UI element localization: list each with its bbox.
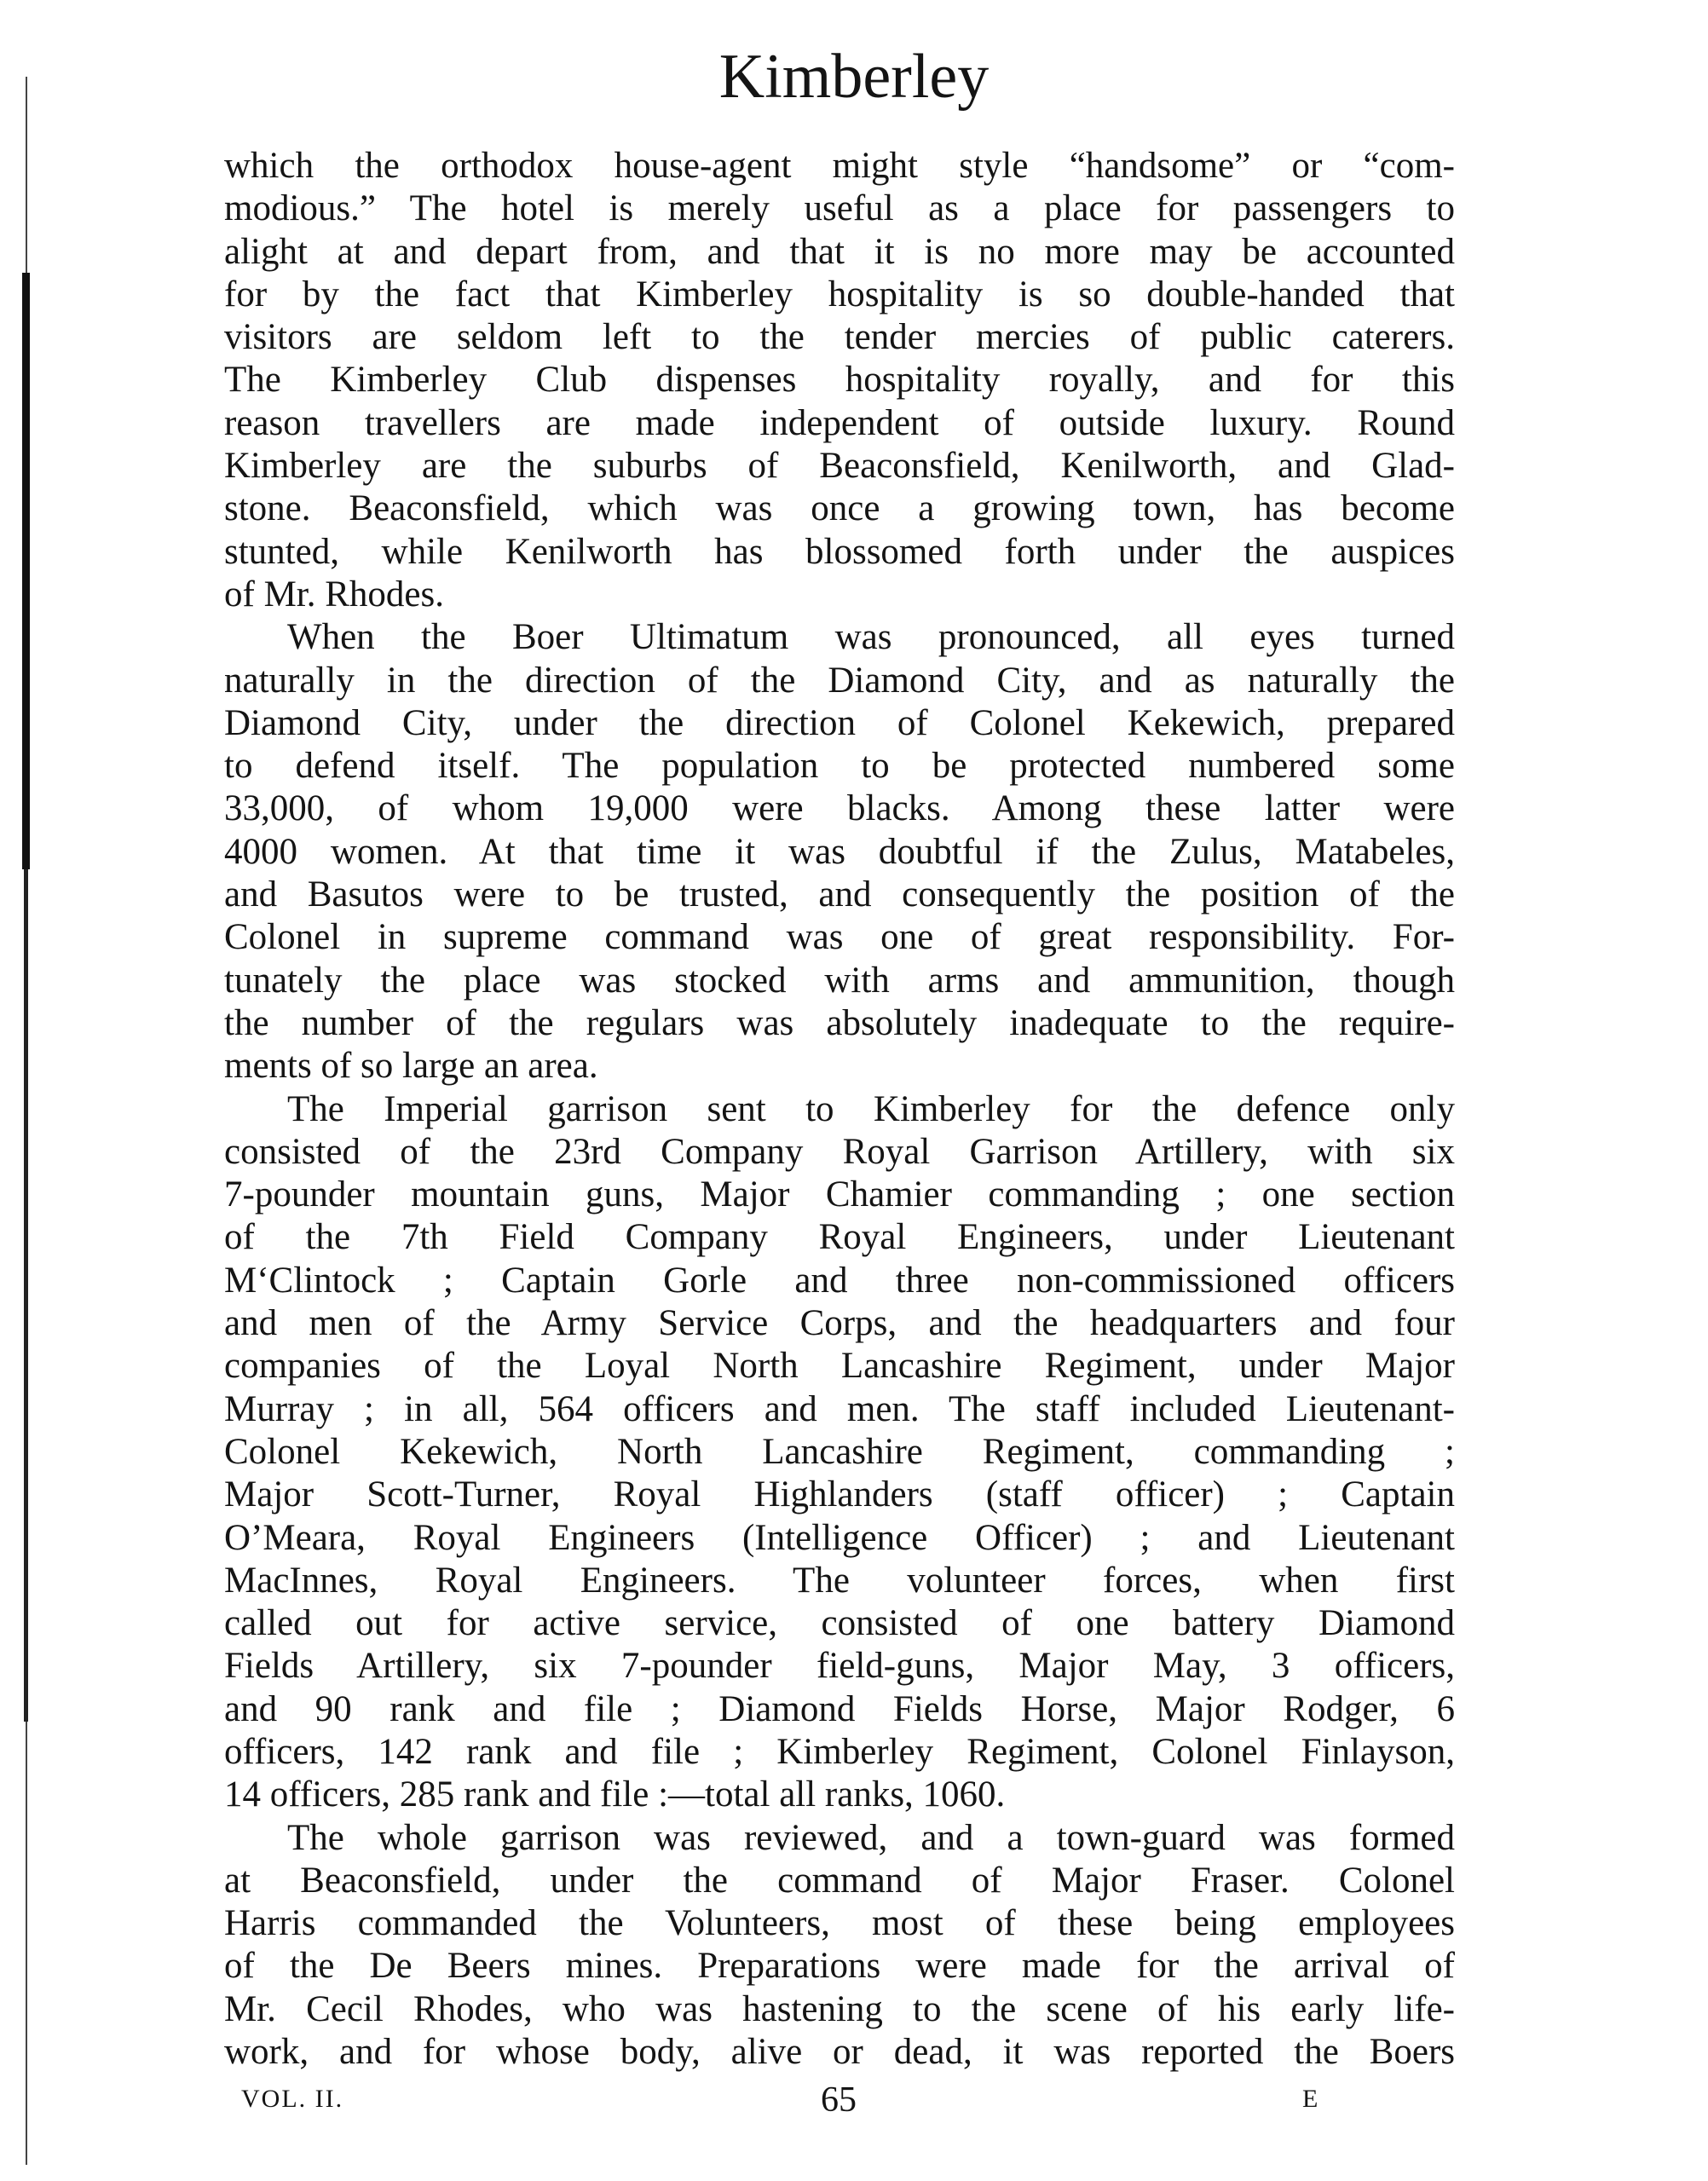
- text-line: Diamond City, under the direction of Colonel Kekewich, prepared: [224, 702, 1455, 743]
- text-line: The Imperial garrison sent to Kimberley for the defence only: [287, 1088, 1455, 1129]
- text-line: 14 officers, 285 rank and file :—total all ranks, 1060.: [224, 1774, 1006, 1815]
- text-line: and men of the Army Service Corps, and the headquarters and four: [224, 1303, 1455, 1344]
- text-line: M‘Clintock ; Captain Gorle and three non-commissioned officers: [224, 1260, 1455, 1301]
- page-number: 65: [821, 2080, 857, 2120]
- text-line: of Mr. Rhodes.: [224, 574, 444, 614]
- text-line: Colonel in supreme command was one of great responsibility. For-: [224, 917, 1455, 958]
- paragraph: [224, 145, 1455, 616]
- paragraph: [224, 1088, 1455, 1817]
- text-line: naturally in the direction of the Diamond City, and as naturally the: [224, 660, 1455, 701]
- text-line: The whole garrison was reviewed, and a town-guard was formed: [287, 1817, 1455, 1858]
- text-line: stunted, while Kenilworth has blossomed forth under the auspices: [224, 531, 1455, 572]
- text-line: MacInnes, Royal Engineers. The volunteer forces, when first: [224, 1560, 1455, 1601]
- text-line: and 90 rank and file ; Diamond Fields Horse, Major Rodger, 6: [224, 1688, 1455, 1729]
- text-line: which the orthodox house-agent might style “handsome” or “com-: [224, 146, 1455, 186]
- text-line: work, and for whose body, alive or dead, it was reported the Boers: [224, 2032, 1455, 2073]
- text-line: modious.” The hotel is merely useful as a place for passengers to: [224, 188, 1455, 229]
- text-line: stone. Beaconsfield, which was once a growing town, has become: [224, 488, 1455, 529]
- text-line: Colonel Kekewich, North Lancashire Regiment, commanding ;: [224, 1431, 1455, 1472]
- page-footer: [224, 2080, 1455, 2122]
- scan-edge-shadow: [24, 869, 28, 1722]
- text-line: reason travellers are made independent of outside luxury. Round: [224, 402, 1455, 443]
- text-line: for by the fact that Kimberley hospitality is so double-handed that: [224, 274, 1455, 314]
- text-line: 7-pounder mountain guns, Major Chamier commanding ; one section: [224, 1174, 1455, 1215]
- text-line: to defend itself. The population to be protected numbered some: [224, 746, 1455, 787]
- text-line: Kimberley are the suburbs of Beaconsfield, Kenilworth, and Glad-: [224, 446, 1455, 487]
- text-line: alight at and depart from, and that it is no more may be accounted: [224, 231, 1455, 272]
- text-line: Fields Artillery, six 7-pounder field-guns, Major May, 3 officers,: [224, 1646, 1455, 1687]
- text-line: O’Meara, Royal Engineers (Intelligence Officer) ; and Lieutenant: [224, 1517, 1455, 1558]
- text-line: consisted of the 23rd Company Royal Garrison Artillery, with six: [224, 1131, 1455, 1172]
- text-line: Major Scott-Turner, Royal Highlanders (staff officer) ; Captain: [224, 1474, 1455, 1515]
- text-line: ments of so large an area.: [224, 1046, 598, 1087]
- paragraph: [224, 616, 1455, 1088]
- text-line: called out for active service, consisted of one battery Diamond: [224, 1603, 1455, 1644]
- text-line: of the 7th Field Company Royal Engineers, under Lieutenant: [224, 1217, 1455, 1258]
- text-line: at Beaconsfield, under the command of Major Fraser. Colonel: [224, 1860, 1455, 1901]
- text-line: officers, 142 rank and file ; Kimberley Regiment, Colonel Finlayson,: [224, 1731, 1455, 1772]
- text-line: Murray ; in all, 564 officers and men. The staff included Lieutenant-: [224, 1388, 1455, 1429]
- text-line: tunately the place was stocked with arms and ammunition, though: [224, 960, 1455, 1001]
- text-line: The Kimberley Club dispenses hospitality royally, and for this: [224, 360, 1455, 401]
- text-line: companies of the Loyal North Lancashire Regiment, under Major: [224, 1346, 1455, 1387]
- paragraph: [224, 1817, 1455, 2074]
- running-title: Kimberley: [718, 42, 990, 112]
- text-line: Harris commanded the Volunteers, most of these being employees: [224, 1903, 1455, 1944]
- page-body: [224, 145, 1455, 2074]
- text-line: the number of the regulars was absolutely inadequate to the require-: [224, 1002, 1455, 1043]
- text-line: 4000 women. At that time it was doubtful if the Zulus, Matabeles,: [224, 831, 1455, 872]
- text-line: Mr. Cecil Rhodes, who was hastening to the scene of his early life-: [224, 1988, 1455, 2029]
- scan-edge-shadow: [22, 273, 30, 869]
- text-line: of the De Beers mines. Preparations were made for the arrival of: [224, 1946, 1455, 1987]
- text-line: visitors are seldom left to the tender mercies of public caterers.: [224, 317, 1455, 358]
- volume-label: VOL. II.: [241, 2085, 344, 2113]
- text-line: 33,000, of whom 19,000 were blacks. Among these latter were: [224, 788, 1455, 829]
- signature-mark: E: [1302, 2085, 1319, 2113]
- text-line: When the Boer Ultimatum was pronounced, all eyes turned: [287, 617, 1455, 658]
- text-line: and Basutos were to be trusted, and consequently the position of the: [224, 874, 1455, 915]
